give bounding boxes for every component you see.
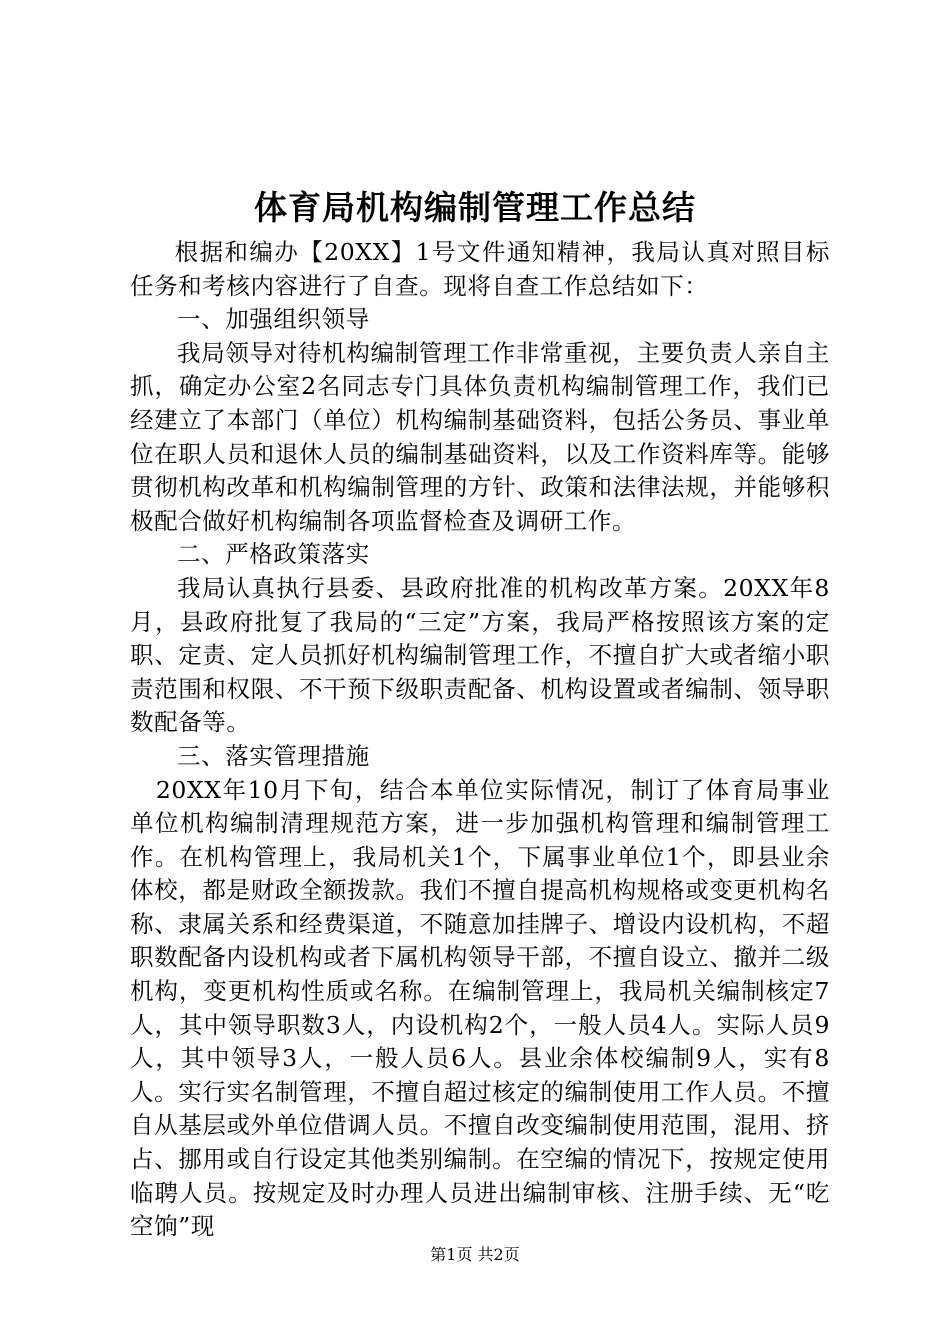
section-1-paragraph: 我局领导对待机构编制管理工作非常重视，主要负责人亲自主抓，确定办公室2名同志专门具体负责机构编制管理工作，我们已经建立了本部门（单位）机构编制基础资料，包括公务员、事业单位在职人员和退休人员的编制基础资料，以及工作资料库等。能够贯彻机构改革和机构编制管理的方针、政策和法律法规，并能够积极配合做好机构编制各项监督检查及调研工作。 xyxy=(130,338,830,535)
section-heading-2: 二、严格政策落实 xyxy=(177,540,370,569)
document-title: 体育局机构编制管理工作总结 xyxy=(254,188,696,227)
page-footer: 第1页 共2页 xyxy=(430,1245,520,1264)
section-heading-1: 一、加强组织领导 xyxy=(177,305,370,334)
section-3-paragraph: 20XX年10月下旬，结合本单位实际情况，制订了体育局事业单位机构编制清理规范方案，进一步加强机构管理和编制管理工作。在机构管理上，我局机关1个，下属事业单位1个，即县业余体校，都是财政全额拨款。我们不擅自提高机构规格或变更机构名称、隶属关系和经费渠道，不随意加挂牌子、增设内设机构，不超职数配备内设机构或者下属机构领导干部，不擅自设立、撤并二级机构，变更机构性质或名称。在编制管理上，我局机关编制核定7人，其中领导职数3人，内设机构2个，一般人员4人。实际人员9人，其中领导3人，一般人员6人。县业余体校编制9人，实有8人。实行实名制管理，不擅自超过核定的编制使用工作人员。不擅自从基层或外单位借调人员。不擅自改变编制使用范围，混用、挤占、挪用或自行设定其他类别编制。在空编的情况下，按规定使用临聘人员。按规定及时办理人员进出编制审核、注册手续、无“吃空饷”现 xyxy=(130,775,830,1241)
section-heading-3: 三、落实管理措施 xyxy=(177,741,370,770)
document-body xyxy=(130,236,830,1244)
intro-paragraph: 根据和编办【20XX】1号文件通知精神，我局认真对照目标任务和考核内容进行了自查。现将自查工作总结如下： xyxy=(130,238,830,300)
section-2-paragraph: 我局认真执行县委、县政府批准的机构改革方案。20XX年8月，县政府批复了我局的“三定”方案，我局严格按照该方案的定职、定责、定人员抓好机构编制管理工作，不擅自扩大或者缩小职责范围和权限、不干预下级职责配备、机构设置或者编制、领导职数配备等。 xyxy=(130,573,830,737)
